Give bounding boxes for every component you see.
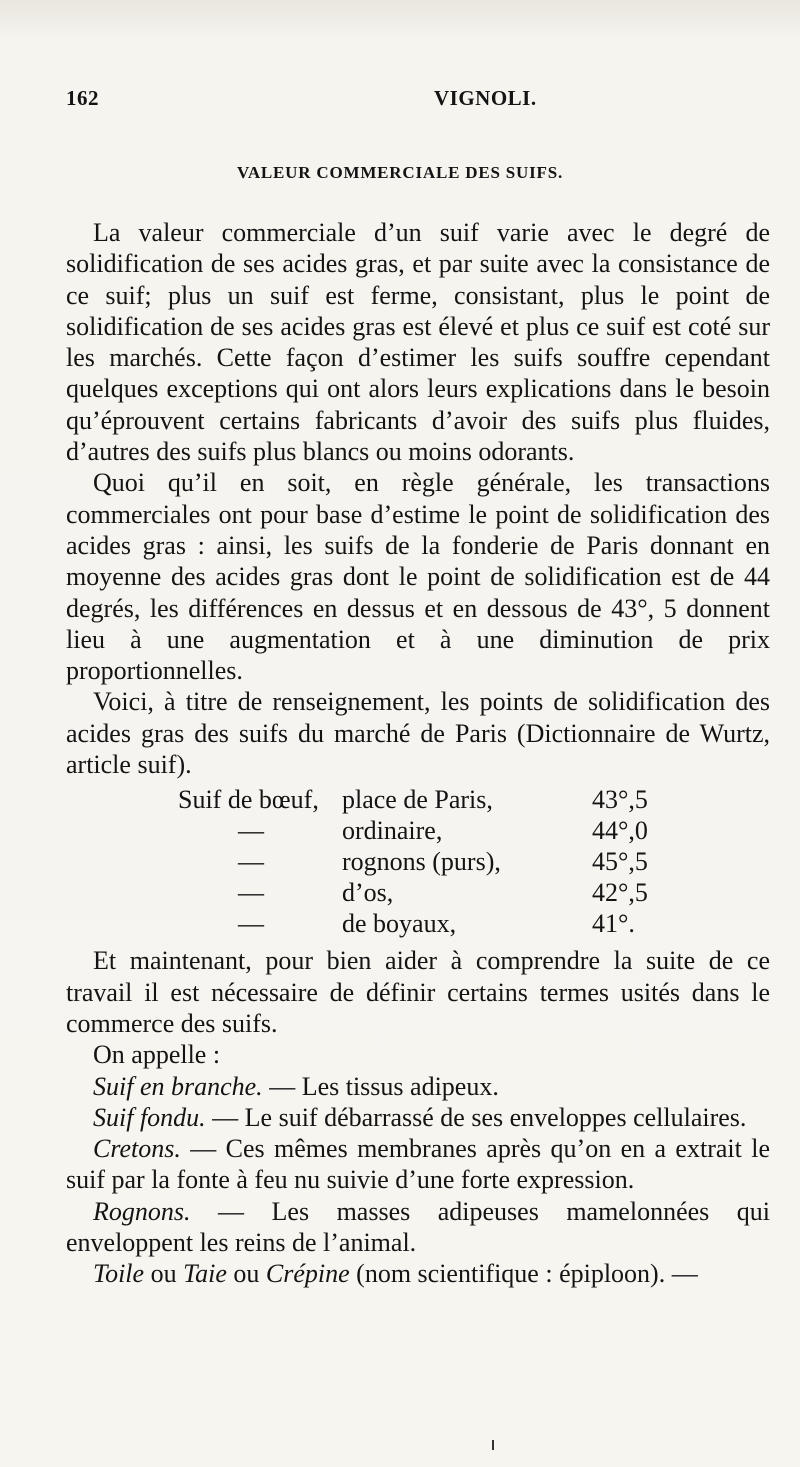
table-cell-value: 41°. [592,909,635,939]
running-title: VIGNOLI. [434,86,537,110]
body-text [66,217,770,1290]
table-cell-kind: place de Paris, [342,785,493,815]
definition [66,1102,770,1133]
table-cell-value: 42°,5 [592,878,648,908]
table-row [66,815,770,846]
table-row [66,908,770,939]
print-mark [492,1440,494,1450]
section-title: VALEUR COMMERCIALE DES SUIFS. [236,163,564,182]
page-header [66,86,764,116]
definition-term: Toile [93,1259,145,1289]
table-row [66,784,770,815]
paragraph: La valeur commerciale d’un suif varie avec le degré de solidification de ses acides gras, et par suite avec la consistance de ce suif; plus un suif est ferme, consistant, plus le point de solidification de ses acides gras est élevé et plus ce suif est coté sur les marchés. Cette façon d’estimer les suifs souffre cependant quelques exceptions qui ont alors leurs explications dans le besoin qu’éprouvent certains fabricants d’avoir des suifs plus fluides, d’autres des suifs plus blancs ou moins odorants. [66,218,770,467]
definition-term: Rognons. [93,1196,191,1226]
page-number: 162 [66,86,99,110]
definition [66,1258,770,1289]
definition [66,1196,770,1259]
table-cell-dash: — [238,878,264,908]
definition-text: (nom scientifique : épiploon). — [349,1259,698,1289]
table-cell-kind: de boyaux, [342,909,457,939]
table-cell-kind: d’os, [342,878,394,908]
table-cell-label: Suif de bœuf, [178,785,319,815]
paragraph: Et maintenant, pour bien aider à comprendre la suite de ce travail il est nécessaire de définir certains termes usités dans le commerce des suifs. [66,946,770,1038]
table-cell-dash: — [238,816,264,846]
definition-term: Cretons. [93,1134,181,1164]
definition-connector: ou [226,1259,266,1289]
table-cell-kind: rognons (purs), [342,847,501,877]
definition-term: Suif en branche. [93,1071,263,1101]
table-cell-value: 43°,5 [592,785,648,815]
definition-text: — Ces mêmes membranes après qu’on en a extrait le suif par la fonte à feu nu suivie d’une forte expression. [66,1134,770,1195]
table-cell-dash: — [238,909,264,939]
paragraph: On appelle : [93,1040,221,1070]
definition [66,1071,770,1102]
definition-term: Crépine [265,1259,350,1289]
definition [66,1133,770,1196]
table-cell-kind: ordinaire, [342,816,443,846]
definition-connector: ou [144,1259,184,1289]
table-cell-dash: — [238,847,264,877]
definition-text: — Le suif débarrassé de ses enveloppes cellulaires. [205,1102,747,1132]
solidification-table [66,784,770,939]
paragraph: Quoi qu’il en soit, en règle générale, les transactions commerciales ont pour base d’estime le point de solidification des acides gras : ainsi, les suifs de la fonderie de Paris donnant en moyenne des acides gras dont le point de solidification est de 44 degrés, les différences en dessus et en dessous de 43°, 5 donnent lieu à une augmentation et à une diminution de prix proportionnelles. [66,468,770,686]
definition-term: Taie [183,1259,227,1289]
table-row [66,846,770,877]
definition-text: — Les tissus adipeux. [262,1071,499,1101]
table-cell-value: 44°,0 [592,816,648,846]
paragraph: Voici, à titre de renseignement, les points de solidification des acides gras des suifs du marché de Paris (Dictionnaire de Wurtz, article suif). [66,687,770,780]
definition-term: Suif fondu. [93,1102,206,1132]
definition-text: — Les masses adipeuses mamelonnées qui enveloppent les reins de l’animal. [66,1196,770,1258]
table-row [66,877,770,908]
table-cell-value: 45°,5 [592,847,648,877]
